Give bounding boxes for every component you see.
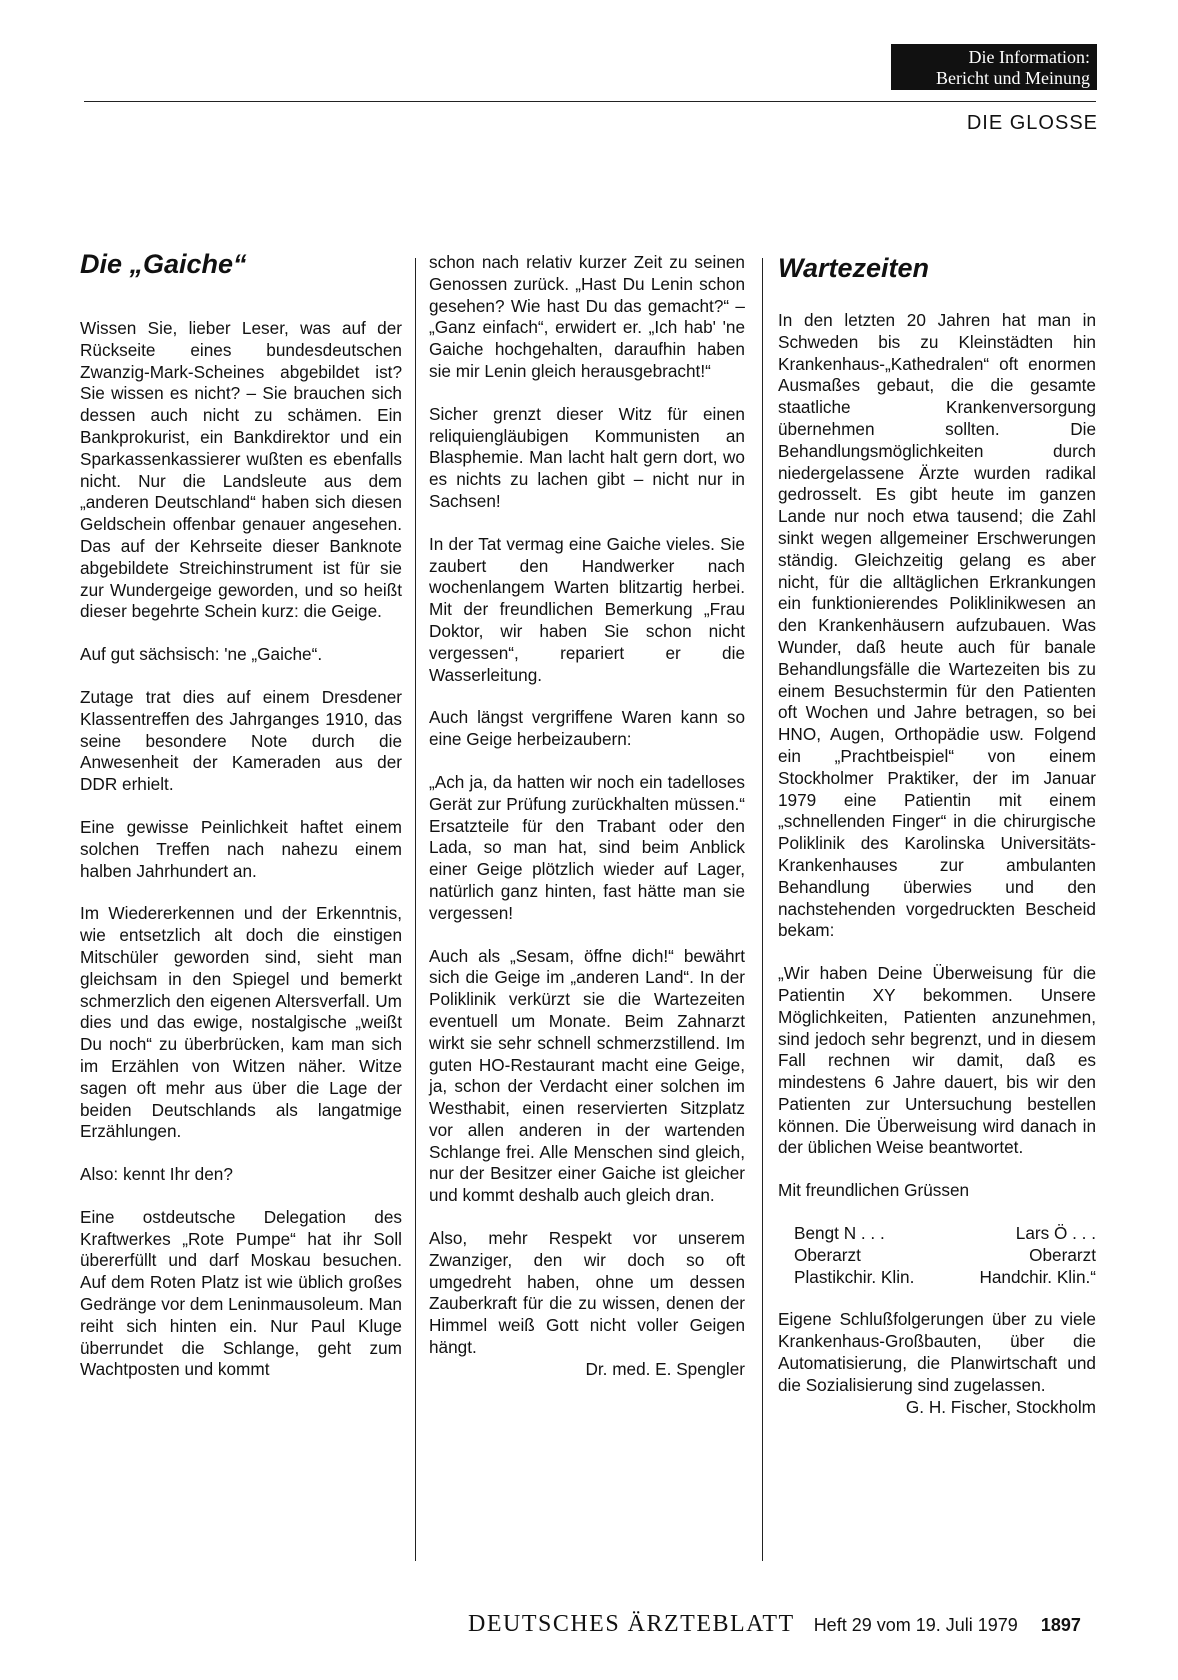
signature-block xyxy=(794,1223,1096,1288)
header-rule xyxy=(84,101,1096,102)
section-banner xyxy=(891,44,1097,90)
article-paragraph: Also: kennt Ihr den? xyxy=(80,1164,233,1185)
article-author: Dr. med. E. Spengler xyxy=(585,1358,745,1379)
article-paragraph: Mit freundlichen Grüssen xyxy=(778,1180,970,1201)
section-banner-line-1: Die Information: xyxy=(968,47,1090,67)
section-banner-line-2: Bericht und Meinung xyxy=(936,68,1090,88)
article-paragraph: Auf gut sächsisch: 'ne „Gaiche“. xyxy=(80,644,323,665)
article-paragraph: Also, mehr Respekt vor unserem Zwanziger, den wir doch so oft umgedreht haben, ohne um dessen Zauberkraft für die zu wissen, denen der Himmel weiß Gott nicht voller Geigen hängt. xyxy=(429,1228,745,1358)
journal-name: DEUTSCHES ÄRZTEBLATT xyxy=(468,1611,795,1637)
article-paragraph: Zutage trat dies auf einem Dresdener Klassentreffen des Jahrganges 1910, das seine besondere Note durch die Anwesenheit der Kameraden aus der DDR erhielt. xyxy=(80,686,402,795)
signature-clinic: Handchir. Klin.“ xyxy=(979,1266,1096,1287)
page-number: 1897 xyxy=(1040,1615,1081,1635)
article-author: G. H. Fischer, Stockholm xyxy=(905,1396,1096,1417)
article-paragraph: „Ach ja, da hatten wir noch ein tadelloses Gerät zur Prüfung zurückhalten müssen.“ Ersatzteile für den Trabant oder den Lada, so man hat, sind beim Anblick einer Geige plötzlich wieder auf Lager, natürlich ganz hinten, fast hätte man sie vergessen! xyxy=(429,771,745,923)
article-paragraph: Wissen Sie, lieber Leser, was auf der Rückseite eines bundesdeutschen Zwanzig-Mark-Scheines abgebildet ist? Sie wissen es nicht? – Sie brauchen sich dessen auch nicht zu schämen. Ein Bankprokurist, ein Bankdirektor und ein Sparkassenkassierer wußten es ebenfalls nicht. Nur die Landsleute aus dem „anderen Deutschland“ haben sich diesen Geldschein offenbar genauer angesehen. Das auf der Kehrseite dieser Banknote abgebildete Streichinstrument ist für sie zur Wundergeige geworden, und so heißt dieser begehrte Schein kurz: die Geige. xyxy=(80,318,402,622)
signature-clinic: Plastikchir. Klin. xyxy=(794,1266,915,1287)
article-paragraph: Im Wiedererkennen und der Erkenntnis, wie entsetzlich alt doch die einstigen Mitschüler geworden sind, sieht man gleichsam in den Spiegel und bemerkt schmerzlich den eigenen Altersverfall. Um dies und das ewige, nostalgische „weißt Du noch“ zu überbrücken, kam man sich im Erzählen von Witzen näher. Witze sagen oft mehr aus über die Lage der beiden Deutschlands als langatmige Erzählungen. xyxy=(80,903,402,1142)
article-gaiche-column-1 xyxy=(80,248,402,1402)
article-paragraph: Eine gewisse Peinlichkeit haftet einem solchen Treffen nach nahezu einem halben Jahrhundert an. xyxy=(80,816,402,881)
signature-name: Bengt N . . . xyxy=(794,1223,885,1244)
signature-title: Oberarzt xyxy=(1029,1244,1096,1265)
column-divider-2 xyxy=(762,258,763,1561)
article-paragraph: „Wir haben Deine Überweisung für die Patientin XY bekommen. Unsere Möglichkeiten, Patienten anzunehmen, sind jedoch sehr begrenzt, und in diesem Fall rechnen wir damit, daß es mindestens 6 Jahre dauert, bis wir den Patienten zur Untersuchung bestellen können. Die Überweisung wird danach in der üblichen Weise beantwortet. xyxy=(778,963,1096,1158)
page-footer xyxy=(468,1611,1081,1638)
article-paragraph: Auch als „Sesam, öffne dich!“ bewährt sich die Geige im „anderen Land“. In der Poliklinik verkürzt sie die Wartezeiten eventuell um Monate. Beim Zahnarzt wirkt sie sehr schnell schmerzstillend. Im guten HO-Restaurant macht eine Geige, ja, schon der Verdacht einer solchen im Westhabit, einen reservierten Sitzplatz vor allen anderen in der wartenden Schlange frei. Alle Menschen sind gleich, nur der Besitzer einer Gaiche ist gleicher und kommt deshalb auch gleich dran. xyxy=(429,945,745,1206)
article-paragraph: Sicher grenzt dieser Witz für einen reliquiengläubigen Kommunisten an Blasphemie. Man lacht halt gern dort, wo es nichts zu lachen gibt – nicht nur in Sachsen! xyxy=(429,403,745,511)
article-paragraph: In den letzten 20 Jahren hat man in Schweden bis zu Kleinstädten hin Krankenhaus-„Kathedralen“ oft enormen Ausmaßes gebaut, die die gesamte staatliche Krankenversorgung übernehmen sollten. Die Behandlungsmöglichkeiten durch niedergelassene Ärzte wurden radikal gedrosselt. Es gibt heute im ganzen Lande nur noch etwa tausend; die Zahl sinkt wegen allgemeiner Erschwerungen ständig. Gleichzeitig gelang es aber nicht, für die alltäglichen Erkrankungen ein funktionierendes Poliklinikwesen an den Krankenhäusern aufzubauen. Was Wunder, daß heute auch für banale Behandlungsfälle die Wartezeiten bis zu einem Besuchstermin für den Patienten oft Wochen und Jahre betragen, so bei HNO, Augen, Orthopädie usw. Folgend ein „Prachtbeispiel“ von einem Stockholmer Praktiker, der im Januar 1979 eine Patientin mit einem „schnellenden Finger“ in die chirurgische Poliklinik des Karolinska Universitäts-Krankenhauses zur ambulanten Behandlung überwies und den nachstehenden vorgedruckten Bescheid bekam: xyxy=(778,310,1096,941)
signature-name: Lars Ö . . . xyxy=(1015,1223,1096,1244)
article-paragraph: Auch längst vergriffene Waren kann so eine Geige herbeizaubern: xyxy=(429,707,745,750)
issue-info: Heft 29 vom 19. Juli 1979 xyxy=(813,1615,1018,1635)
article-title: Wartezeiten xyxy=(778,253,930,283)
article-gaiche-column-2 xyxy=(429,252,745,1381)
article-paragraph: schon nach relativ kurzer Zeit zu seinen Genossen zurück. „Hast Du Lenin schon gesehen? Wie hast Du das gemacht?“ – „Ganz einfach“, erwidert er. „Ich hab' 'ne Gaiche hochgehalten, daraufhin haben sie mir Lenin gleich herausgebracht!“ xyxy=(429,252,745,381)
signature-title: Oberarzt xyxy=(794,1244,861,1265)
article-wartezeiten-column xyxy=(778,252,1096,1418)
article-title: Die „Gaiche“ xyxy=(80,249,247,279)
article-paragraph: Eigene Schlußfolgerungen über zu viele Krankenhaus-Großbauten, über die Automatisierung, die Planwirtschaft und die Sozialisierung sind zugelassen. xyxy=(778,1309,1096,1395)
column-divider-1 xyxy=(415,258,416,1561)
article-paragraph: Eine ostdeutsche Delegation des Kraftwerkes „Rote Pumpe“ hat ihr Soll übererfüllt und darf Moskau besuchen. Auf dem Roten Platz ist wie üblich großes Gedränge vor dem Leninmausoleum. Man reiht sich hinten ein. Nur Paul Kluge überrundet die Schlange, geht zum Wachtposten und kommt xyxy=(80,1206,402,1380)
section-label: DIE GLOSSE xyxy=(966,112,1098,134)
article-paragraph: In der Tat vermag eine Gaiche vieles. Sie zaubert den Handwerker nach wochenlangem Warten blitzartig herbei. Mit der freundlichen Bemerkung „Frau Doktor, wir haben Sie schon nicht vergessen“, repariert er die Wasserleitung. xyxy=(429,533,745,685)
